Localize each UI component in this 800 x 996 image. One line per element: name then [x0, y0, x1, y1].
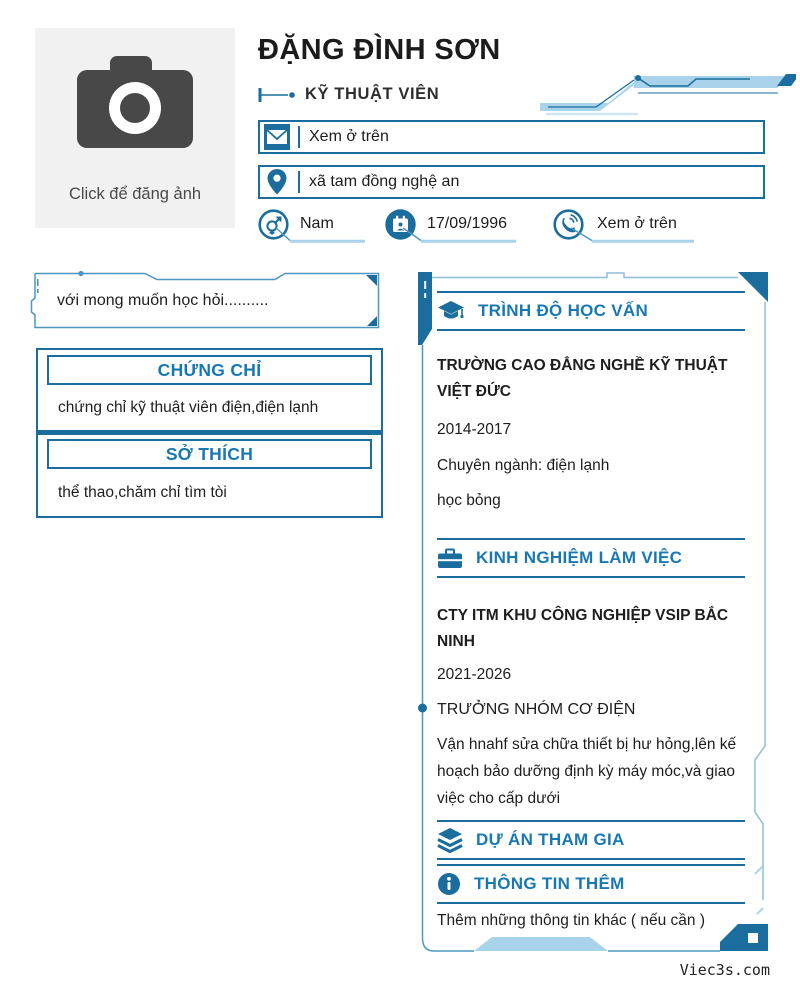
envelope-icon: [264, 124, 290, 150]
section-header-projects: [437, 820, 745, 860]
graduation-cap-icon: [437, 300, 465, 322]
field-divider: [298, 171, 300, 193]
gender-value[interactable]: Nam: [300, 215, 334, 232]
education-major[interactable]: Chuyên ngành: điện lạnh: [437, 457, 610, 474]
phone-underline: [563, 227, 698, 244]
certificates-hobbies-box: [36, 348, 383, 518]
gender-underline: [268, 227, 368, 244]
birthday-value[interactable]: 17/09/1996: [427, 215, 508, 232]
education-school[interactable]: TRƯỜNG CAO ĐẲNG NGHỀ KỸ THUẬT VIỆT ĐỨC: [437, 357, 728, 400]
camera-icon: [77, 56, 193, 152]
field-divider: [298, 126, 300, 148]
education-title: TRÌNH ĐỘ HỌC VẤN: [478, 301, 649, 320]
address-value: xã tam đồng nghệ an: [309, 173, 460, 190]
education-note[interactable]: học bỏng: [437, 492, 501, 509]
map-pin-icon: [264, 168, 290, 196]
job-title-row: [258, 85, 439, 104]
layers-icon: [437, 828, 463, 853]
section-header-education: [437, 291, 745, 331]
section-header-experience: [437, 538, 745, 578]
hobbies-text[interactable]: thể thao,chăm chỉ tìm tòi: [58, 484, 227, 501]
additional-text[interactable]: Thêm những thông tin khác ( nếu cần ): [437, 912, 706, 929]
email-field[interactable]: [258, 120, 765, 154]
email-value: Xem ở trên: [309, 128, 389, 145]
experience-company[interactable]: CTY ITM KHU CÔNG NGHIỆP VSIP BẮC NINH: [437, 607, 729, 650]
certificates-title: CHỨNG CHỈ: [47, 355, 372, 385]
experience-title: KINH NGHIỆM LÀM VIỆC: [476, 548, 683, 567]
address-field[interactable]: [258, 165, 765, 199]
projects-title: DỰ ÁN THAM GIA: [476, 830, 625, 849]
certificates-text[interactable]: chứng chỉ kỹ thuật viên điện,điện lạnh: [58, 399, 319, 416]
objective-text: với mong muốn học hỏi..........: [57, 292, 269, 309]
circuit-decoration: [538, 66, 796, 118]
experience-description[interactable]: Vận hnahf sửa chữa thiết bị hư hỏng,lên kế hoạch bảo dưỡng định kỳ máy móc,và giao việc cho cấp dưới: [437, 736, 737, 807]
birthday-underline: [395, 227, 520, 244]
additional-title: THÔNG TIN THÊM: [474, 874, 625, 893]
objective-box[interactable]: [29, 271, 381, 330]
briefcase-icon: [437, 548, 463, 569]
title-line-decoration: [258, 86, 298, 104]
section-header-additional: [437, 864, 745, 904]
candidate-name: ĐẶNG ĐÌNH SƠN: [258, 34, 501, 66]
hobbies-title: SỞ THÍCH: [47, 439, 372, 469]
phone-value[interactable]: Xem ở trên: [597, 215, 677, 232]
info-icon: [437, 872, 461, 896]
brand-watermark: Viec3s.com: [679, 961, 770, 979]
experience-role[interactable]: TRƯỞNG NHÓM CƠ ĐIỆN: [437, 701, 636, 718]
section-divider: [38, 430, 381, 435]
job-title: KỸ THUẬT VIÊN: [305, 85, 440, 103]
main-panel: [418, 272, 768, 956]
photo-upload-caption: Click để đăng ảnh: [68, 185, 202, 203]
photo-upload-box[interactable]: [35, 28, 235, 228]
education-period[interactable]: 2014-2017: [437, 421, 512, 438]
experience-period[interactable]: 2021-2026: [437, 666, 512, 683]
